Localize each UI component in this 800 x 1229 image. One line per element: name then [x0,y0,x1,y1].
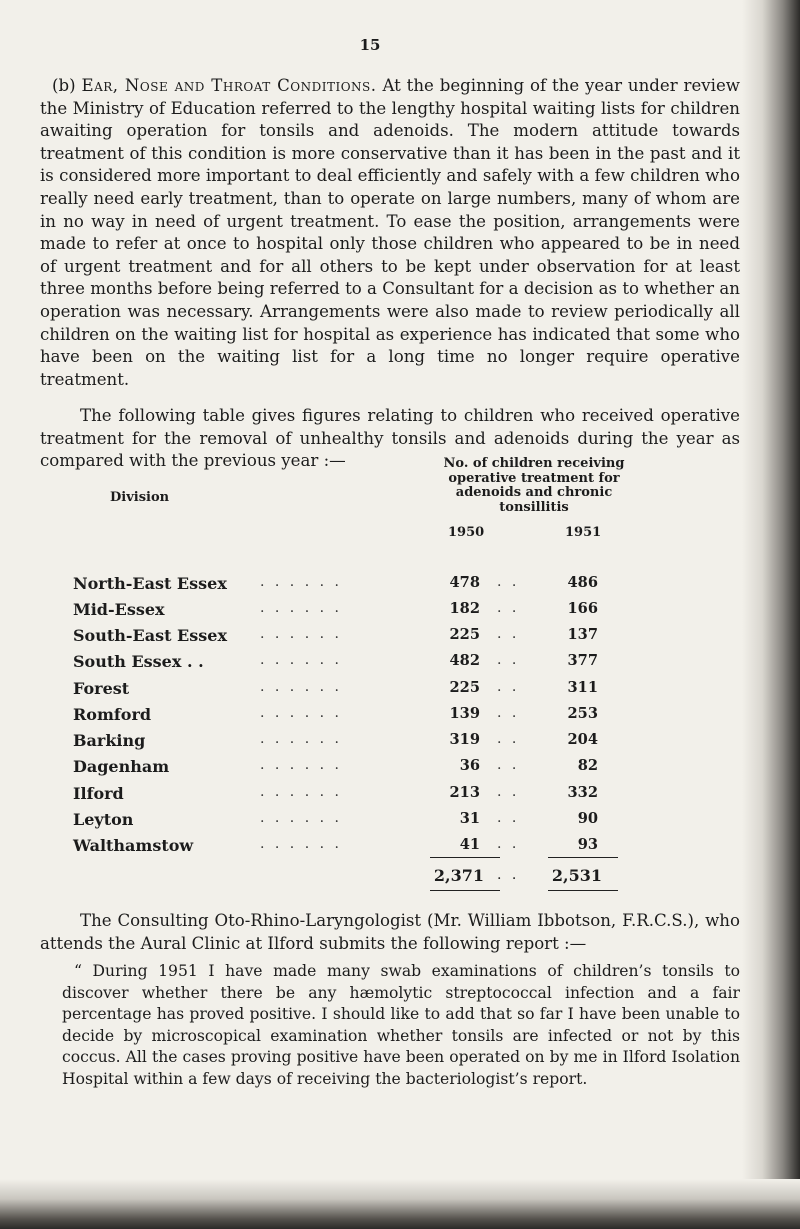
dot-separator: . . [497,810,520,826]
value-1950: 36 [459,757,480,774]
table-row [0,705,740,729]
section-paragraph [40,75,740,391]
value-1951: 82 [577,757,598,774]
division-name: Walthamstow [73,836,194,855]
value-1950: 482 [449,652,480,669]
dot-separator: . . [497,652,520,668]
table-row [0,757,740,781]
value-1951: 166 [567,600,598,617]
value-1950: 31 [459,810,480,827]
value-1950: 225 [449,626,480,643]
dot-leaders: . . . . . . [260,731,342,747]
dot-leaders: . . . . . . [260,600,342,616]
dot-separator: . . [497,574,520,590]
total-1950: 2,371 [433,866,484,885]
value-1951: 137 [567,626,598,643]
dot-leaders: . . . . . . [260,574,342,590]
dot-leaders: . . . . . . [260,757,342,773]
dot-separator: . . [497,731,520,747]
division-name: Leyton [73,810,134,829]
value-1951: 332 [567,784,598,801]
dot-separator: . . [497,784,520,800]
value-1951: 377 [567,652,598,669]
value-1951: 486 [567,574,598,591]
total-rule-1950-top [430,857,500,858]
table-row [0,679,740,703]
value-1950: 225 [449,679,480,696]
page-edge-shadow [742,0,800,1229]
group-header: No. of children receiving operative treatment for adenoids and chronic tonsillitis [443,456,625,515]
value-1951: 204 [567,731,598,748]
total-1951: 2,531 [551,866,602,885]
division-name: North-East Essex [73,574,227,593]
division-name: Forest [73,679,130,698]
value-1951: 90 [577,810,598,827]
total-rule-1951-top [548,857,618,858]
total-rule-1951-bottom [548,890,618,891]
division-header: Division [110,490,170,505]
division-name: Romford [73,705,152,724]
dot-separator: . . [497,836,520,852]
consultant-paragraph: The Consulting Oto-Rhino-Laryngologist (Mr. William Ibbotson, F.R.C.S.), who attends the Aural Clinic at Ilford submits the following report :— [40,911,740,953]
division-name: Barking [73,731,146,750]
division-name: Dagenham [73,757,170,776]
section-heading: Ear, Nose and Throat Conditions. [81,76,377,95]
dot-leaders: . . . . . . [260,810,342,826]
value-1951: 253 [567,705,598,722]
total-dot-separator: . . [497,867,520,883]
section-body: At the beginning of the year under review the Ministry of Education referred to the lengthy hospital waiting lists for children awaiting operation for tonsils and adenoids. The modern attitude towards treatment of this condition is more conservative than it has been in the past and it is considered more important to deal efficiently and safely with a few children who really need early treatment, than to operate on large numbers, many of whom are in no way in need of urgent treatment. To ease the position, arrangements were made to refer at once to hospital only those children who appeared to be in need of urgent treatment and for all others to be kept under observation for at least three months before being referred to a Consultant for a decision as to whether an operation was necessary. Arrangements were also made to review periodically all children on the waiting list for hospital as experience has indicated that some who have been on the waiting list for a long time no longer require operative treatment. [40,76,740,389]
intro-paragraph: The following table gives figures relating to children who received operative treatment for the removal of unhealthy tonsils and adenoids during the year as compared with the previous year :— [40,406,740,471]
total-rule-1950-bottom [430,890,500,891]
table-row [0,652,740,676]
table-row [0,626,740,650]
year-1950-header: 1950 [448,525,485,540]
value-1951: 311 [567,679,598,696]
dot-separator: . . [497,600,520,616]
value-1950: 213 [449,784,480,801]
division-name: Ilford [73,784,124,803]
division-name: Mid-Essex [73,600,165,619]
dot-leaders: . . . . . . [260,705,342,721]
dot-leaders: . . . . . . [260,652,342,668]
year-1951-header: 1951 [565,525,602,540]
table-row [0,810,740,834]
table-row [0,731,740,755]
dot-separator: . . [497,626,520,642]
table-row [0,600,740,624]
section-marker: (b) [52,76,76,95]
division-name: South Essex . . [73,652,204,671]
dot-leaders: . . . . . . [260,784,342,800]
dot-leaders: . . . . . . [260,679,342,695]
value-1950: 139 [449,705,480,722]
page-number: 15 [359,36,381,54]
value-1950: 41 [459,836,480,853]
table-row [0,836,740,860]
value-1951: 93 [577,836,598,853]
value-1950: 182 [449,600,480,617]
report-quote: “ During 1951 I have made many swab examinations of children’s tonsils to discover whether there be any hæmolytic streptococcal infection and a fair percentage has proved positive. I should like to add that so far I have been unable to decide by microscopical examination whether tonsils are infected or not by this coccus. All the cases proving positive have been operated on by me in Ilford Isolation Hospital within a few days of receiving the bacteriologist’s report. [62,962,740,1088]
dot-leaders: . . . . . . [260,836,342,852]
dot-leaders: . . . . . . [260,626,342,642]
dot-separator: . . [497,757,520,773]
table-row [0,784,740,808]
table-row [0,574,740,598]
dot-separator: . . [497,679,520,695]
value-1950: 478 [449,574,480,591]
page-bottom-shadow [0,1179,800,1229]
value-1950: 319 [449,731,480,748]
dot-separator: . . [497,705,520,721]
division-name: South-East Essex [73,626,227,645]
